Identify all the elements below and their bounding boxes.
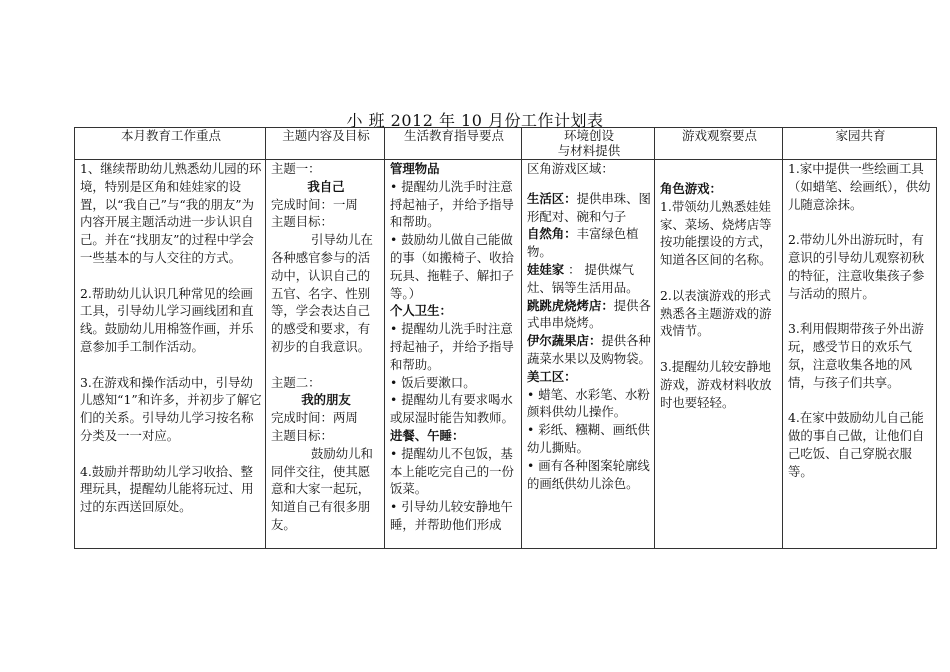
theme2-goal-label: 主题目标： bbox=[271, 427, 333, 443]
life-item: • 引导幼儿较安静地午睡，并帮助他们形成 bbox=[390, 499, 513, 532]
life-item: • 鼓励幼儿做自己能做的事（如搬椅子、收拾玩具、拖鞋子、解扣子等。） bbox=[390, 232, 514, 301]
theme1-time: 完成时间：一周 bbox=[271, 196, 358, 212]
header-life-guidance: 生活教育指导要点 bbox=[385, 128, 522, 160]
env-zone-name: 伊尔蔬果店： bbox=[527, 333, 602, 349]
work-plan-table bbox=[74, 127, 937, 549]
focus-item-2: 2.帮助幼儿认识几种常见的绘画工具，引导幼儿学习画线团和直线。鼓励幼儿用棉签作画，并乐意参加手工制作活动。 bbox=[80, 285, 254, 354]
env-spacer bbox=[527, 178, 651, 190]
env-art-item: • 蜡笔、水彩笔、水粉颜料供幼儿操作。 bbox=[527, 386, 650, 420]
home-item: 4.在家中鼓励幼儿自己能做的事自己做，让他们自己吃饭、自己穿脱衣服等。 bbox=[788, 410, 925, 479]
game-title: 角色游戏： bbox=[660, 181, 722, 196]
life-guidance-cell bbox=[385, 160, 522, 549]
life-item: • 提醒幼儿不包饭，基本上能吃完自己的一份饭菜。 bbox=[390, 445, 514, 497]
game-item: 2.以表演游戏的形式熟悉各主题游戏的游戏情节。 bbox=[660, 287, 772, 339]
env-art-item: • 彩纸、糨糊、画纸供幼儿撕贴。 bbox=[527, 422, 650, 455]
home-item: 3.利用假期带孩子外出游玩，感受节日的欢乐气氛，注意收集各地的风情，与孩子们共享。 bbox=[788, 321, 924, 390]
theme1-label: 主题一： bbox=[271, 161, 321, 176]
theme-cell bbox=[266, 160, 385, 549]
env-zone-text: 提供各种蔬菜水果以及购物袋。 bbox=[527, 333, 651, 366]
env-zone-text: 提供串珠、图形配对、碗和勺子 bbox=[527, 190, 651, 224]
focus-spacer bbox=[80, 267, 262, 285]
game-spacer bbox=[660, 160, 779, 180]
theme2-name: 我的朋友 bbox=[301, 392, 351, 408]
env-zone-grocery bbox=[527, 332, 651, 368]
table-body-row bbox=[75, 160, 937, 549]
game-item: 3.提醒幼儿较安静地游戏，游戏材料收放时也要轻轻。 bbox=[660, 358, 772, 410]
game-item: 1.带领幼儿熟悉娃娃家、菜场、烧烤店等按功能摆设的方式，知道各区间的名称。 bbox=[660, 198, 772, 268]
env-zone-name: 生活区： bbox=[527, 190, 577, 206]
theme-spacer bbox=[271, 356, 381, 374]
focus-spacer bbox=[80, 445, 262, 463]
game-observation-cell bbox=[655, 160, 783, 549]
env-zone-dollhouse bbox=[527, 261, 651, 297]
header-home-school: 家园共育 bbox=[783, 128, 937, 160]
focus-item-4: 4.鼓励并帮助幼儿学习收拾、整理玩具，提醒幼儿能将玩过、用过的东西送回原处。 bbox=[80, 463, 254, 515]
life-item: • 提醒幼儿洗手时注意捋起袖子，并给予指导和帮助。 bbox=[390, 321, 514, 372]
env-zone-name: 跳跳虎烧烤店： bbox=[527, 297, 614, 313]
env-zone-art-title: 美工区： bbox=[527, 368, 577, 384]
header-education-focus: 本月教育工作重点 bbox=[75, 128, 266, 160]
env-zone-life bbox=[527, 190, 651, 226]
focus-item-3: 3.在游戏和操作活动中，引导幼儿感知“1”和许多，并初步了解它们的关系。引导幼儿学习按名称分类及一一对应。 bbox=[80, 374, 262, 443]
env-intro: 区角游戏区域： bbox=[527, 161, 614, 176]
home-spacer bbox=[788, 213, 933, 231]
theme1-goal: 引导幼儿在各种感官参与的活动中，认识自己的五官、名字、性别等，学会表达自己的感受和要求，有初步的自我意识。 bbox=[271, 232, 373, 354]
game-spacer bbox=[660, 340, 779, 358]
life-section-title: 进餐、午睡： bbox=[390, 427, 465, 443]
header-game-observation: 游戏观察要点 bbox=[655, 128, 783, 160]
env-zone-text: 提供各式串串烧烤。 bbox=[527, 297, 651, 331]
education-focus-cell bbox=[75, 160, 266, 549]
home-school-cell bbox=[783, 160, 937, 549]
focus-item-1: 1、继续帮助幼儿熟悉幼儿园的环境，特别是区角和娃娃家的设置，以“我自己”与“我的朋友”为内容开展主题活动进一步认识自己。并在“找朋友”的过程中学会一些基本的与人交往的方式。 bbox=[80, 161, 262, 265]
theme2-label: 主题二： bbox=[271, 374, 321, 390]
theme2-goal: 鼓励幼儿和同伴交往，使其愿意和大家一起玩，知道自己有很多朋友。 bbox=[271, 445, 373, 532]
life-section-title: 个人卫生： bbox=[390, 303, 452, 319]
header-theme: 主题内容及目标 bbox=[266, 128, 385, 160]
env-zone-text: ： 提供煤气灶、锅等生活用品。 bbox=[527, 261, 639, 295]
life-section-title: 管理物品 bbox=[390, 161, 440, 176]
page-title: 小 班 2012 年 10 月份工作计划表 bbox=[346, 111, 604, 130]
life-item: • 饭后要漱口。 bbox=[390, 374, 476, 390]
home-spacer bbox=[788, 302, 933, 320]
env-zone-name: 自然角： bbox=[527, 226, 577, 242]
env-zone-text: 丰富绿色植物。 bbox=[527, 226, 639, 260]
theme1-name: 我自己 bbox=[307, 178, 345, 194]
environment-cell bbox=[522, 160, 655, 549]
home-spacer bbox=[788, 391, 933, 409]
header-environment: 环境创设 与材料提供 bbox=[522, 128, 655, 160]
env-zone-bbq bbox=[527, 297, 651, 333]
life-item: • 提醒幼儿洗手时注意捋起袖子，并给予指导和帮助。 bbox=[390, 178, 514, 230]
theme1-goal-label: 主题目标： bbox=[271, 214, 333, 230]
table-header-row bbox=[75, 128, 937, 160]
game-spacer bbox=[660, 269, 779, 287]
home-item: 1.家中提供一些绘画工具（如蜡笔、绘画纸），供幼儿随意涂抹。 bbox=[788, 161, 931, 212]
env-zone-name: 娃娃家 bbox=[527, 261, 565, 277]
focus-spacer bbox=[80, 356, 262, 374]
home-item: 2.带幼儿外出游玩时，有意识的引导幼儿观察初秋的特征，注意收集孩子参与活动的照片。 bbox=[788, 232, 925, 301]
life-item: • 提醒幼儿有要求喝水或尿湿时能告知教师。 bbox=[390, 392, 514, 426]
env-zone-nature bbox=[527, 225, 651, 261]
env-art-item: • 画有各种图案轮廓线的画纸供幼儿涂色。 bbox=[527, 457, 650, 491]
theme2-time: 完成时间：两周 bbox=[271, 410, 358, 426]
